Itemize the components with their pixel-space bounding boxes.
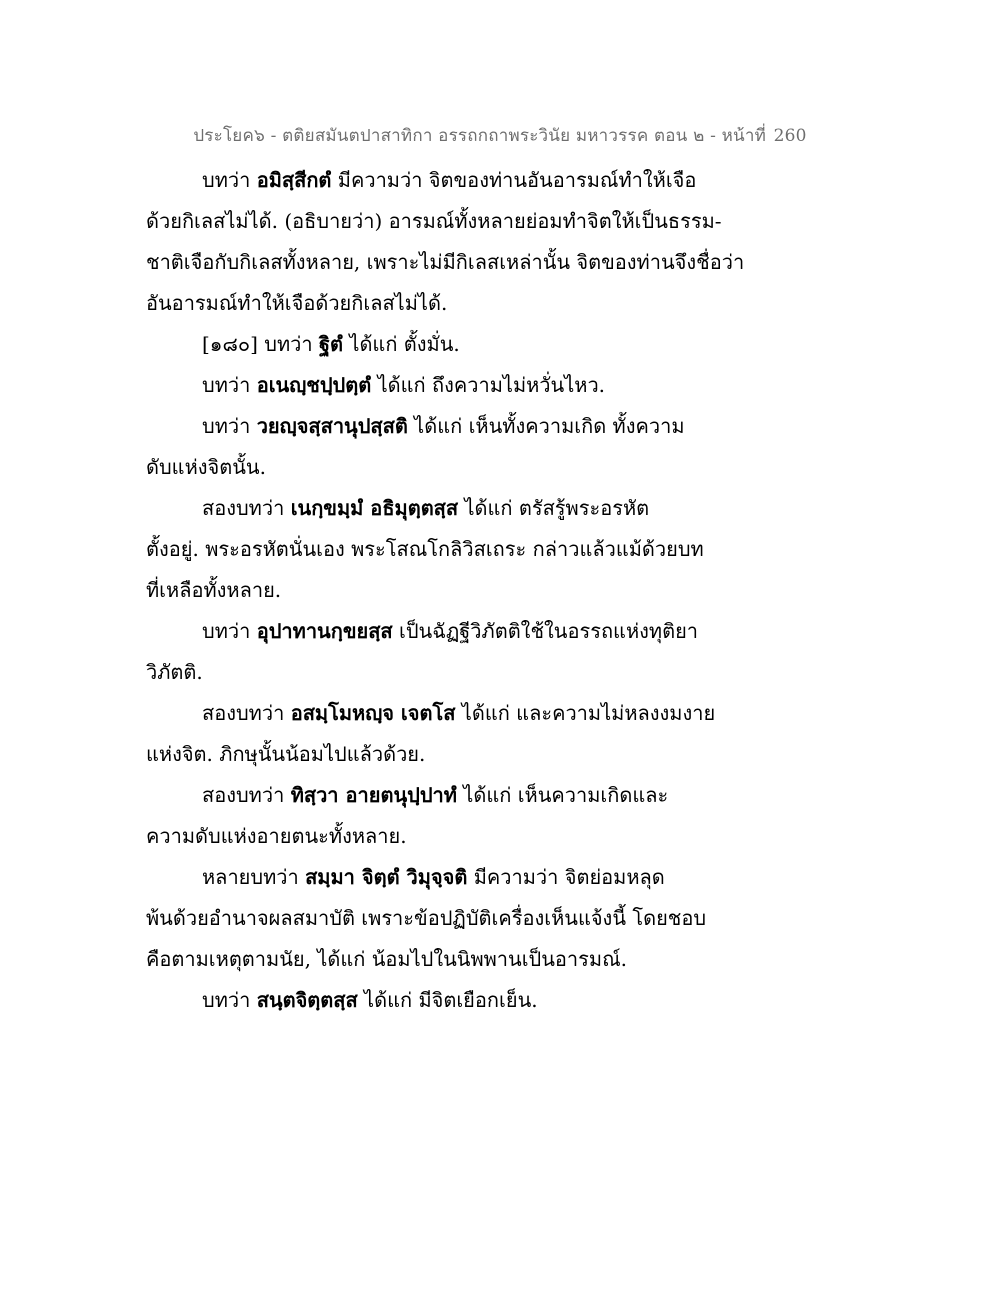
pali-term: เนกฺขมฺมํ อธิมุตฺตสฺส bbox=[290, 496, 459, 520]
paragraph bbox=[146, 775, 746, 857]
paragraph bbox=[146, 488, 746, 611]
text-line: สองบทว่า เนกฺขมฺมํ อธิมุตฺตสฺส ได้แก่ ตรัสรู้พระอรหัต bbox=[202, 496, 650, 520]
text-line: บทว่า อเนญฺชปฺปตฺตํ ได้แก่ ถึงความไม่หวั่นไหว. bbox=[202, 373, 606, 397]
pali-term: วยญฺจสฺสานุปสฺสติ bbox=[256, 414, 408, 438]
text-line: หลายบทว่า สมฺมา จิตฺตํ วิมุจฺจติ มีความว่า จิตย่อมหลุด bbox=[202, 865, 665, 889]
text-line: สองบทว่า อสมฺโมหญฺจ เจตโส ได้แก่ และความไม่หลงงมงาย bbox=[202, 701, 716, 725]
header-title: ประโยค๖ - ตติยสมันตปาสาทิกา อรรถกถาพระวินัย มหาวรรค ตอน ๒ - หน้าที่ bbox=[193, 126, 767, 146]
text-line: ความดับแห่งอายตนะทั้งหลาย. bbox=[146, 824, 407, 848]
pali-term: อเนญฺชปฺปตฺตํ bbox=[256, 373, 372, 397]
pali-term: อุปาทานกฺขยสฺส bbox=[256, 619, 393, 643]
text-line: [๑๘๐] บทว่า ฐิตํ ได้แก่ ตั้งมั่น. bbox=[202, 332, 460, 356]
pali-term: สนฺตจิตฺตสฺส bbox=[256, 988, 358, 1012]
text-line: ด้วยกิเลสไม่ได้. (อธิบายว่า) อารมณ์ทั้งหลายย่อมทำจิตให้เป็นธรรม- bbox=[146, 209, 722, 233]
text-line: ตั้งอยู่. พระอรหัตนั่นเอง พระโสณโกลิวิสเถระ กล่าวแล้วแม้ด้วยบท bbox=[146, 537, 704, 561]
paragraph bbox=[146, 406, 746, 488]
pali-term: ทิสฺวา อายตนุปฺปาทํ bbox=[290, 783, 457, 807]
pali-term: อสมฺโมหญฺจ เจตโส bbox=[290, 701, 456, 725]
paragraph bbox=[146, 324, 746, 365]
paragraph bbox=[146, 611, 746, 693]
text-line: วิภัตติ. bbox=[146, 660, 203, 684]
text-line: คือตามเหตุตามนัย, ได้แก่ น้อมไปในนิพพานเป็นอารมณ์. bbox=[146, 947, 627, 971]
text-line: ดับแห่งจิตนั้น. bbox=[146, 455, 266, 479]
pali-term: อมิสฺสีกตํ bbox=[256, 168, 332, 192]
paragraph bbox=[146, 160, 746, 324]
paragraph bbox=[146, 857, 746, 980]
text-line: แห่งจิต. ภิกษุนั้นน้อมไปแล้วด้วย. bbox=[146, 742, 426, 766]
text-line: อันอารมณ์ทำให้เจือด้วยกิเลสไม่ได้. bbox=[146, 291, 448, 315]
paragraph bbox=[146, 980, 746, 1021]
pali-term: สมฺมา จิตฺตํ วิมุจฺจติ bbox=[305, 865, 468, 889]
text-line: บทว่า สนฺตจิตฺตสฺส ได้แก่ มีจิตเยือกเย็น. bbox=[202, 988, 538, 1012]
paragraph bbox=[146, 693, 746, 775]
text-line: ชาติเจือกับกิเลสทั้งหลาย, เพราะไม่มีกิเลสเหล่านั้น จิตของท่านจึงชื่อว่า bbox=[146, 250, 745, 274]
page-number: 260 bbox=[773, 126, 807, 146]
text-line: ที่เหลือทั้งหลาย. bbox=[146, 578, 282, 602]
page-header bbox=[0, 122, 1000, 149]
text-line: พ้นด้วยอำนาจผลสมาบัติ เพราะข้อปฏิบัติเครื่องเห็นแจ้งนี้ โดยชอบ bbox=[146, 906, 707, 930]
text-line: สองบทว่า ทิสฺวา อายตนุปฺปาทํ ได้แก่ เห็นความเกิดและ bbox=[202, 783, 669, 807]
pali-term: ฐิตํ bbox=[319, 332, 344, 356]
document-body bbox=[146, 160, 746, 1021]
text-line: บทว่า อมิสฺสีกตํ มีความว่า จิตของท่านอันอารมณ์ทำให้เจือ bbox=[202, 168, 697, 192]
paragraph bbox=[146, 365, 746, 406]
text-line: บทว่า วยญฺจสฺสานุปสฺสติ ได้แก่ เห็นทั้งความเกิด ทั้งความ bbox=[202, 414, 685, 438]
text-line: บทว่า อุปาทานกฺขยสฺส เป็นฉัฏฐีวิภัตติใช้ในอรรถแห่งทุติยา bbox=[202, 619, 699, 643]
